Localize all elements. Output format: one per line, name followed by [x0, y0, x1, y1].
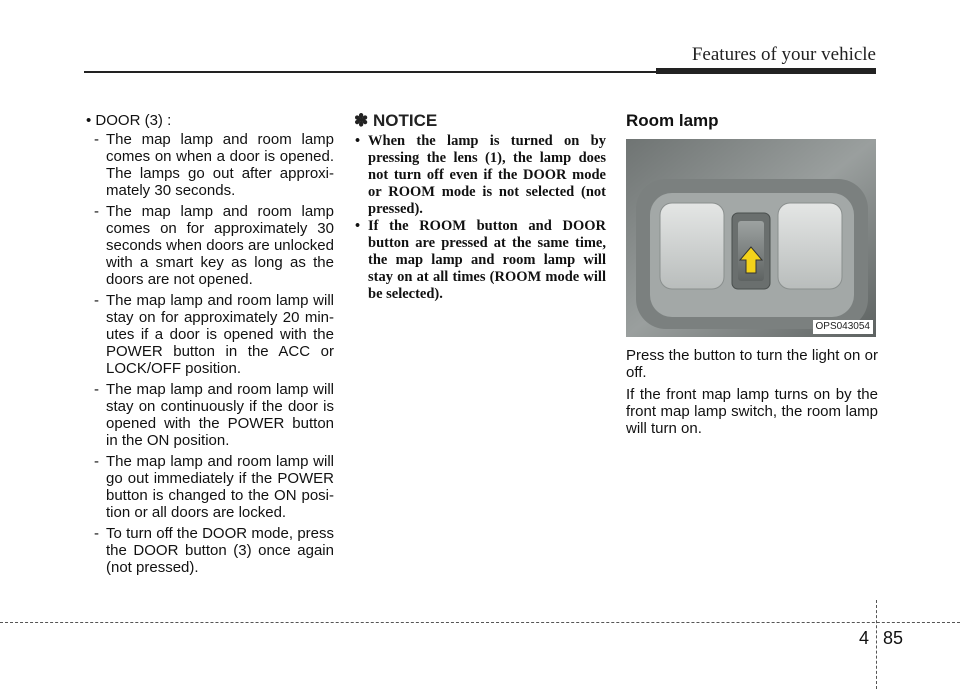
room-lamp-illustration [626, 139, 876, 337]
footer-rule [0, 622, 960, 623]
header-title: Features of your vehicle [691, 44, 876, 65]
list-item: • If the ROOM button and DOOR button are pressed at the same time, the map lamp and room lamp will stay on at all times (ROOM mode will be selected). [354, 218, 606, 303]
room-lamp-photo [626, 139, 876, 337]
notice-list [354, 133, 606, 303]
list-item: - The map lamp and room lamp will stay on for approximately 20 min-utes if a door is opened with the POWER button in the ACC or LOCK/OFF position. [86, 292, 334, 377]
room-lamp-column [626, 112, 878, 442]
list-item: - To turn off the DOOR mode, press the DOOR button (3) once again (not pressed). [86, 525, 334, 576]
image-label: OPS043054 [813, 320, 874, 334]
chapter-number: 4 [859, 628, 870, 648]
door-mode-column [86, 112, 334, 580]
door-mode-list [86, 131, 334, 576]
list-item: - The map lamp and room lamp comes on for approximately 30 seconds when doors are unlocked with a smart key as long as the doors are not opened. [86, 203, 334, 288]
room-lamp-title: Room lamp [626, 111, 719, 130]
list-item: - The map lamp and room lamp comes on when a door is opened. The lamps go out after approxi-mately 30 seconds. [86, 131, 334, 199]
door-mode-heading: • DOOR (3) : [86, 112, 172, 129]
page-number: 85 [883, 628, 904, 648]
notice-column [354, 112, 606, 303]
footer-divider [876, 600, 877, 689]
list-item: • When the lamp is turned on by pressing the lens (1), the lamp does not turn off even if the DOOR mode or ROOM mode is not selected (not pressed). [354, 133, 606, 218]
room-lamp-paragraph: If the front map lamp turns on by the front map lamp switch, the room lamp will turn on. [626, 386, 878, 437]
notice-title: ✽ NOTICE [354, 111, 438, 130]
list-item: - The map lamp and room lamp will stay on continuously if the door is opened with the POWER button in the ON position. [86, 381, 334, 449]
list-item: - The map lamp and room lamp will go out immediately if the POWER button is changed to the ON posi-tion or all doors are locked. [86, 453, 334, 521]
notice-icon: ✽ [354, 111, 369, 130]
header-rule-accent [656, 68, 876, 74]
room-lamp-paragraph: Press the button to turn the light on or off. [626, 347, 878, 381]
